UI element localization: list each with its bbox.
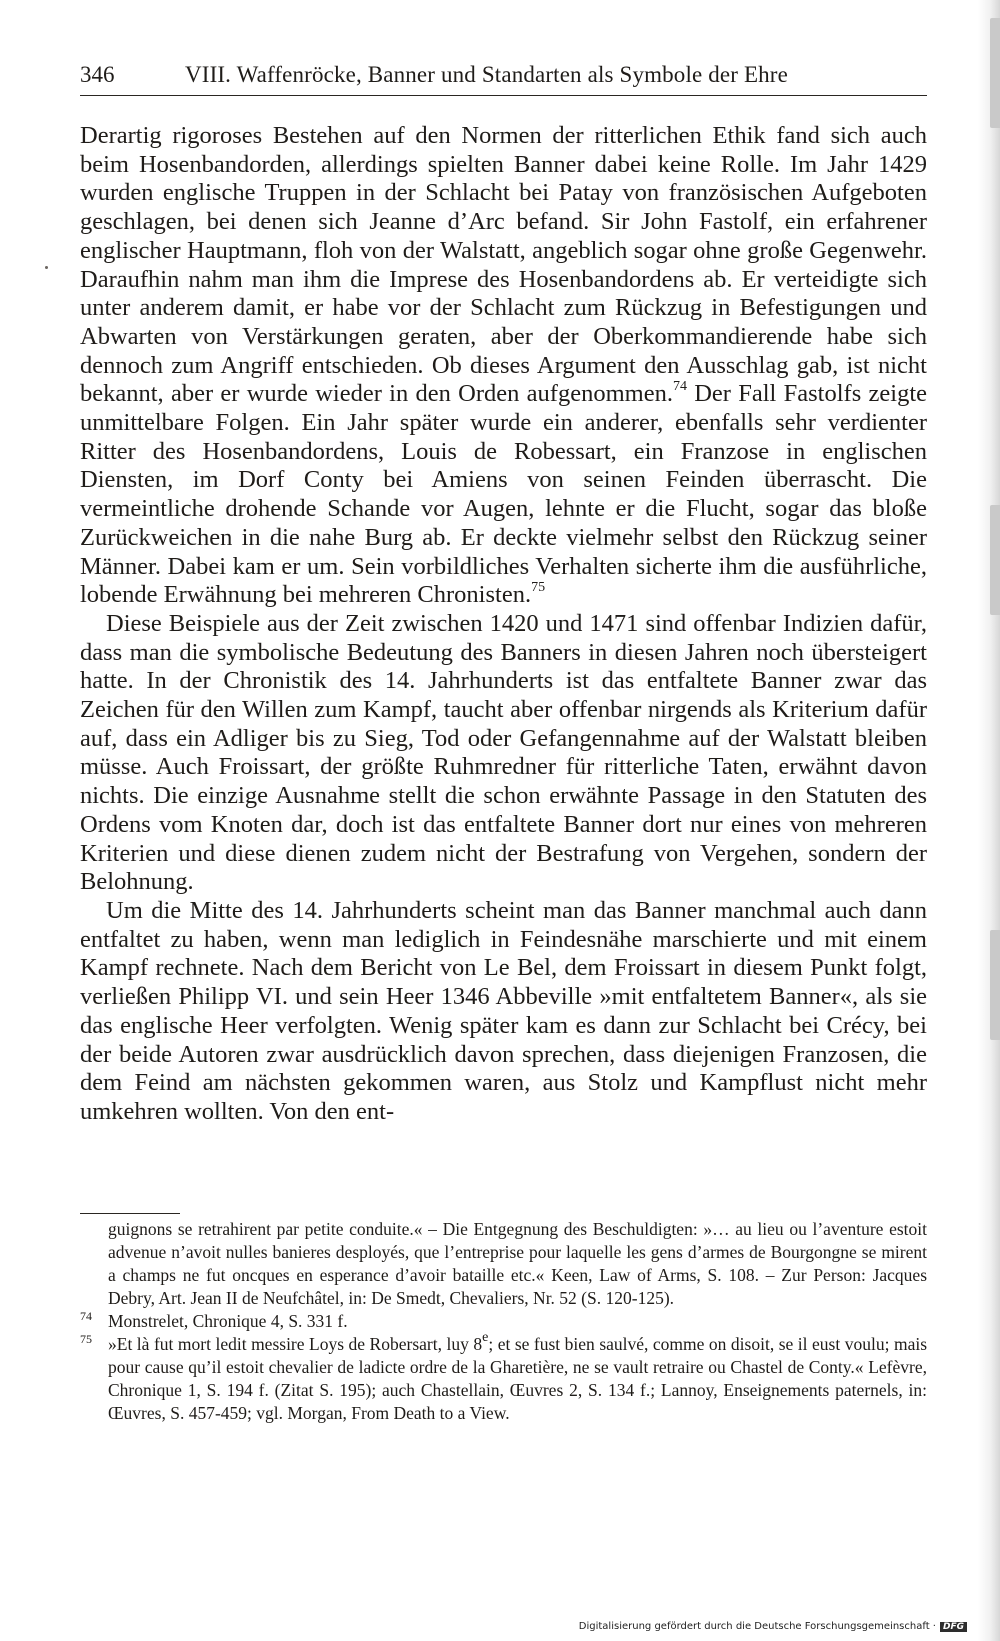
footnote-75: [80, 1330, 928, 1425]
running-title: VIII. Waffenröcke, Banner und Standarten als Symbole der Ehre: [185, 62, 788, 87]
footnote-ref[interactable]: 74: [672, 379, 687, 395]
footnote-ref[interactable]: 75: [531, 580, 546, 596]
footnote-continuation: [80, 1218, 927, 1310]
page-number: 346: [80, 62, 115, 87]
page-edge-tab: [990, 505, 1000, 615]
digitization-note: [579, 1621, 967, 1632]
footnote-text-part: ; et se fust bien saulvé, comme on disoit, se il eust voulu; mais pour cause qu’il estoit chevalier de ladicte ordre de la Gharetière, ne se vault retraire ou Chastel de Conty.« Lefèvre, Chronique 1, S. 194 f. (Zitat S. 195); auch Chastellain, Œuvres 2, S. 134 f.; Lannoy, Enseignements paternels, in: Œuvres, S. 457-459; vgl. Morgan, From Death to a View.: [108, 1334, 928, 1423]
page-edge-tab: [990, 930, 1000, 1040]
footnote-text-part: »Et là fut mort ledit messire Loys de Robersart, luy 8: [108, 1334, 483, 1354]
footnote-number: 74: [80, 1309, 92, 1323]
footnotes: [80, 1218, 927, 1425]
page-edge-tab: [990, 18, 1000, 128]
running-header: [80, 55, 927, 96]
footnote-number: 75: [80, 1332, 92, 1346]
digitization-text: Digitalisierung gefördert durch die Deutsche Forschungsgemeinschaft ·: [578, 1621, 936, 1632]
paragraph: [80, 122, 927, 610]
footnote-text: [108, 1330, 928, 1425]
paragraph-text: Um die Mitte des 14. Jahrhunderts scheint man das Banner manchmal auch dann entfaltet zu haben, wenn man lediglich in Feindesnähe marschierte und mit einem Kampf rechnete. Nach dem Bericht von Le Bel, dem Froissart in diesem Punkt folgt, verließen Philipp VI. und sein Heer 1346 Abbeville »mit entfaltetem Banner«, als sie das englische Heer verfolgten. Wenig später kam es dann zur Schlacht bei Crécy, bei der beide Autoren zwar ausdrücklich davon sprechen, dass diejenigen Franzosen, die dem Feind am nächsten gekommen waren, aus Stolz und Kampflust nicht mehr umkehren wollten. Von den ent-: [80, 896, 927, 1125]
body-text: [80, 122, 927, 1127]
paragraph-text: Diese Beispiele aus der Zeit zwischen 1420 und 1471 sind offenbar Indizien dafür, dass man die symbolische Bedeutung des Banners in diesen Jahren noch übersteigert hatte. In der Chronistik des 14. Jahrhunderts ist das entfaltete Banner zwar das Zeichen für den Willen zum Kampf, taucht aber offenbar nirgends als Kriterium dafür auf, dass ein Adliger bis zu Sieg, Tod oder Gefangennahme auf der Walstatt bleiben müsse. Auch Froissart, der größte Ruhmredner für ritterliche Taten, erwähnt davon nichts. Die einzige Ausnahme stellt die schon erwähnte Passage in den Statuten des Ordens vom Knoten dar, doch ist das entfaltete Banner dort nur eines von mehreren Kriterien und diese dienen zudem nicht der Bestrafung von Vergehen, sondern der Belohnung.: [80, 609, 927, 896]
paragraph-text: Der Fall Fastolfs zeigte unmittelbare Folgen. Ein Jahr später wurde ein anderer, ebenfalls sehr verdienter Ritter des Hosenbandordens, Louis de Robessart, ein Franzose in englischen Diensten, im Dorf Conty bei Amiens von seinen Feinden überrascht. Die vermeintliche drohende Schande vor Augen, lehnte er die Flucht, sogar das bloße Zurückweichen in die nahe Burg ab. Er deckte vielmehr selbst den Rückzug seiner Männer. Dabei kam er um. Sein vorbildliches Verhalten sicherte ihm die ausführliche, lobende Erwähnung bei mehreren Chronisten.: [80, 380, 928, 609]
footnote-separator: [80, 1213, 180, 1214]
paragraph: [80, 610, 927, 897]
footnote-text: guignons se retrahirent par petite conduite.« – Die Entgegnung des Beschuldigten: »… au lieu ou l’aventure estoit advenue n’avoit nulles banieres desployés, que l’entreprise pour laquelle les gens d’armes de Bourgongne se mirent a champs ne fut oncques en esperance d’avoir bataille etc.« Keen, Law of Arms, S. 108. – Zur Person: Jacques Debry, Art. Jean II de Neufchâtel, in: De Smedt, Chevaliers, Nr. 52 (S. 120-125).: [108, 1219, 927, 1308]
margin-mark: [45, 266, 48, 269]
dfg-logo: DFG: [940, 1622, 967, 1632]
superscript: e: [482, 1330, 489, 1346]
page-edge: [978, 0, 1000, 1641]
paragraph: [80, 897, 927, 1127]
footnote-74: [80, 1310, 927, 1333]
footnote-text: Monstrelet, Chronique 4, S. 331 f.: [108, 1311, 348, 1331]
paragraph-text: Derartig rigoroses Bestehen auf den Normen der ritterlichen Ethik fand sich auch beim Hosenbandorden, allerdings spielten Banner dabei keine Rolle. Im Jahr 1429 wurden englische Truppen in der Schlacht bei Patay von französischen Aufgeboten geschlagen, bei denen sich Jeanne d’Arc befand. Sir John Fastolf, ein erfahrener englischer Hauptmann, floh von der Walstatt, angeblich sogar ohne große Gegenwehr. Daraufhin nahm man ihm die Imprese des Hosenbandordens ab. Er verteidigte sich unter anderem damit, er habe vor der Schlacht zum Rückzug in Befestigungen und Abwarten von Verstärkungen geraten, aber der Oberkommandierende habe sich dennoch zum Angriff entschieden. Ob dieses Argument den Ausschlag gab, ist nicht bekannt, aber er wurde wieder in den Orden aufgenommen.: [80, 122, 927, 408]
